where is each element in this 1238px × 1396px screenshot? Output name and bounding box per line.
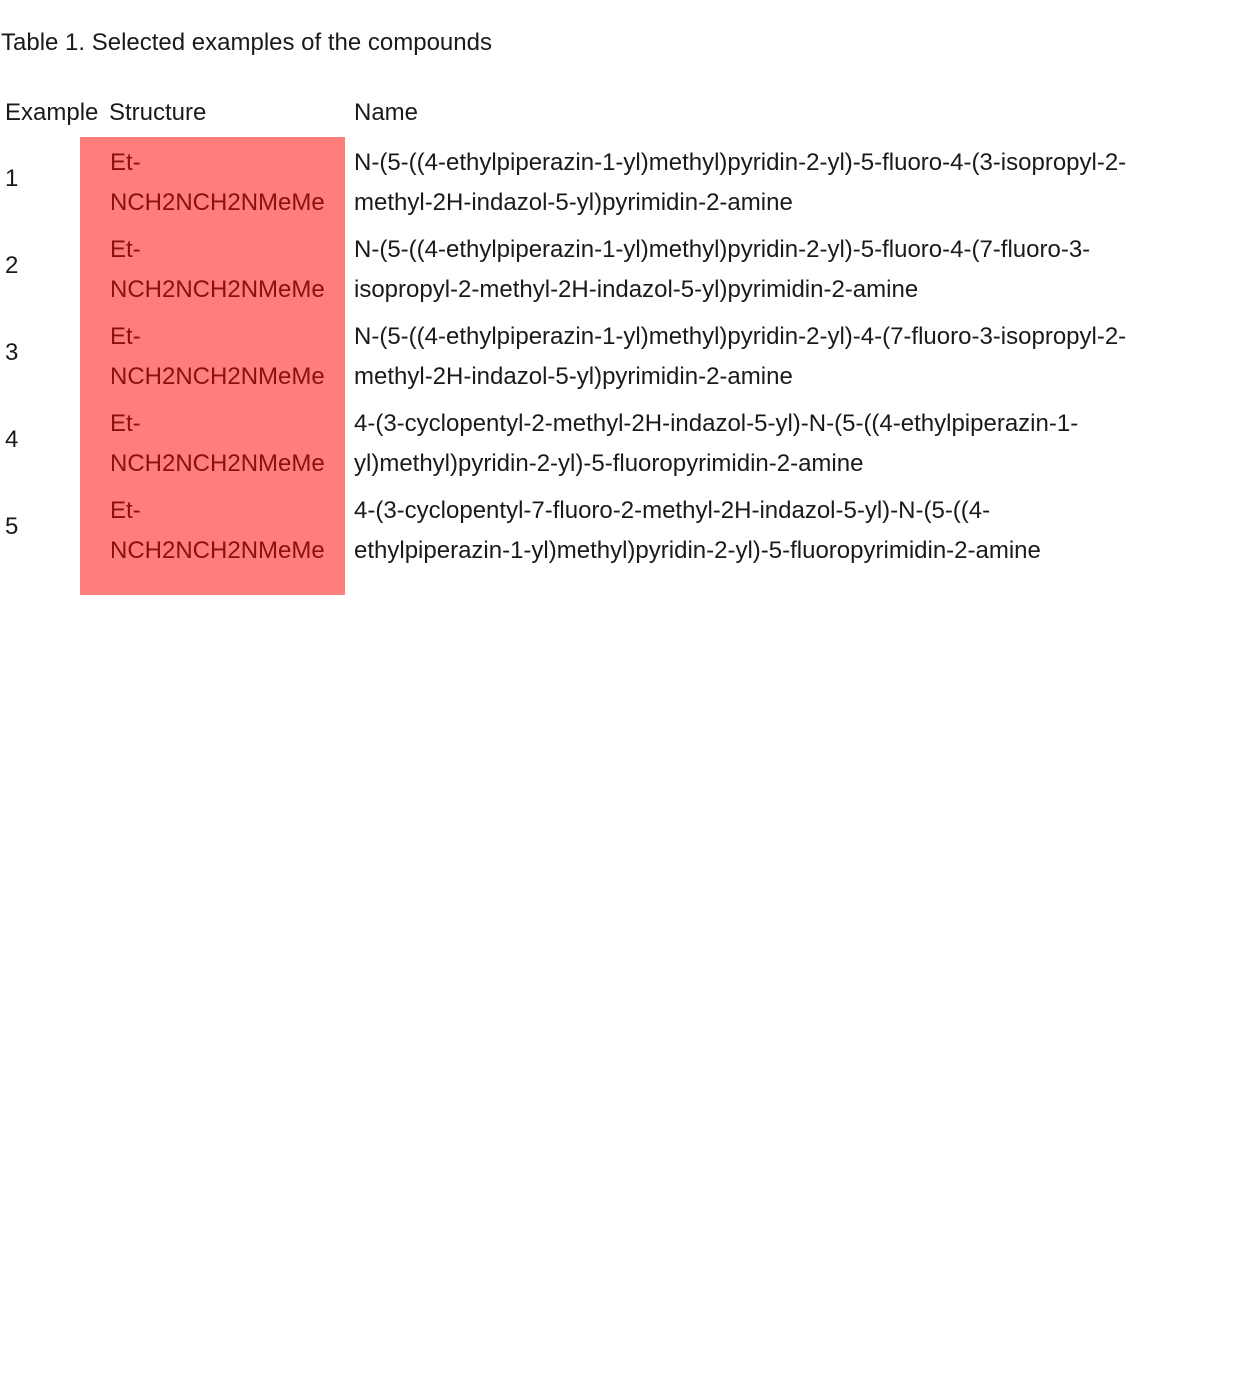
structure-line: Et- bbox=[110, 236, 141, 263]
example-number: 3 bbox=[5, 339, 19, 366]
example-number: 2 bbox=[5, 252, 19, 279]
name-line: methyl-2H-indazol-5-yl)pyrimidin-2-amine bbox=[354, 363, 793, 390]
structure-line: Et- bbox=[110, 497, 141, 524]
table-row bbox=[0, 485, 1238, 572]
example-number: 1 bbox=[5, 165, 19, 192]
table-row bbox=[0, 398, 1238, 485]
name-line: N-(5-((4-ethylpiperazin-1-yl)methyl)pyridin-2-yl)-5-fluoro-4-(7-fluoro-3- bbox=[354, 236, 1091, 263]
name-line: yl)methyl)pyridin-2-yl)-5-fluoropyrimidin-2-amine bbox=[354, 450, 864, 477]
name-line: N-(5-((4-ethylpiperazin-1-yl)methyl)pyridin-2-yl)-5-fluoro-4-(3-isopropyl-2- bbox=[354, 149, 1127, 176]
table-row bbox=[0, 137, 1238, 224]
structure-line: NCH2NCH2NMeMe bbox=[110, 450, 325, 477]
structure-cell bbox=[110, 404, 325, 484]
name-line: 4-(3-cyclopentyl-2-methyl-2H-indazol-5-yl)-N-(5-((4-ethylpiperazin-1- bbox=[354, 410, 1079, 437]
structure-line: NCH2NCH2NMeMe bbox=[110, 276, 325, 303]
compound-name bbox=[354, 404, 1236, 484]
structure-line: NCH2NCH2NMeMe bbox=[110, 537, 325, 564]
name-line: isopropyl-2-methyl-2H-indazol-5-yl)pyrimidin-2-amine bbox=[354, 276, 919, 303]
example-number: 4 bbox=[5, 426, 19, 453]
name-line: N-(5-((4-ethylpiperazin-1-yl)methyl)pyridin-2-yl)-4-(7-fluoro-3-isopropyl-2- bbox=[354, 323, 1127, 350]
header-structure: Structure bbox=[109, 99, 207, 126]
name-line: ethylpiperazin-1-yl)methyl)pyridin-2-yl)-5-fluoropyrimidin-2-amine bbox=[354, 537, 1041, 564]
compound-name bbox=[354, 143, 1236, 223]
structure-line: NCH2NCH2NMeMe bbox=[110, 363, 325, 390]
structure-cell bbox=[110, 491, 325, 571]
structure-cell bbox=[110, 230, 325, 310]
table-row bbox=[0, 311, 1238, 398]
structure-line: Et- bbox=[110, 410, 141, 437]
name-line: methyl-2H-indazol-5-yl)pyrimidin-2-amine bbox=[354, 189, 793, 216]
structure-cell bbox=[110, 143, 325, 223]
structure-line: Et- bbox=[110, 149, 141, 176]
compound-name bbox=[354, 317, 1236, 397]
structure-cell bbox=[110, 317, 325, 397]
header-name: Name bbox=[354, 99, 419, 126]
table-caption: Table 1. Selected examples of the compounds bbox=[1, 29, 492, 56]
compound-name bbox=[354, 230, 1236, 310]
structure-line: Et- bbox=[110, 323, 141, 350]
compound-name bbox=[354, 491, 1236, 571]
header-example: Example bbox=[5, 99, 99, 126]
example-number: 5 bbox=[5, 513, 19, 540]
structure-line: NCH2NCH2NMeMe bbox=[110, 189, 325, 216]
table-row bbox=[0, 224, 1238, 311]
name-line: 4-(3-cyclopentyl-7-fluoro-2-methyl-2H-indazol-5-yl)-N-(5-((4- bbox=[354, 497, 991, 524]
